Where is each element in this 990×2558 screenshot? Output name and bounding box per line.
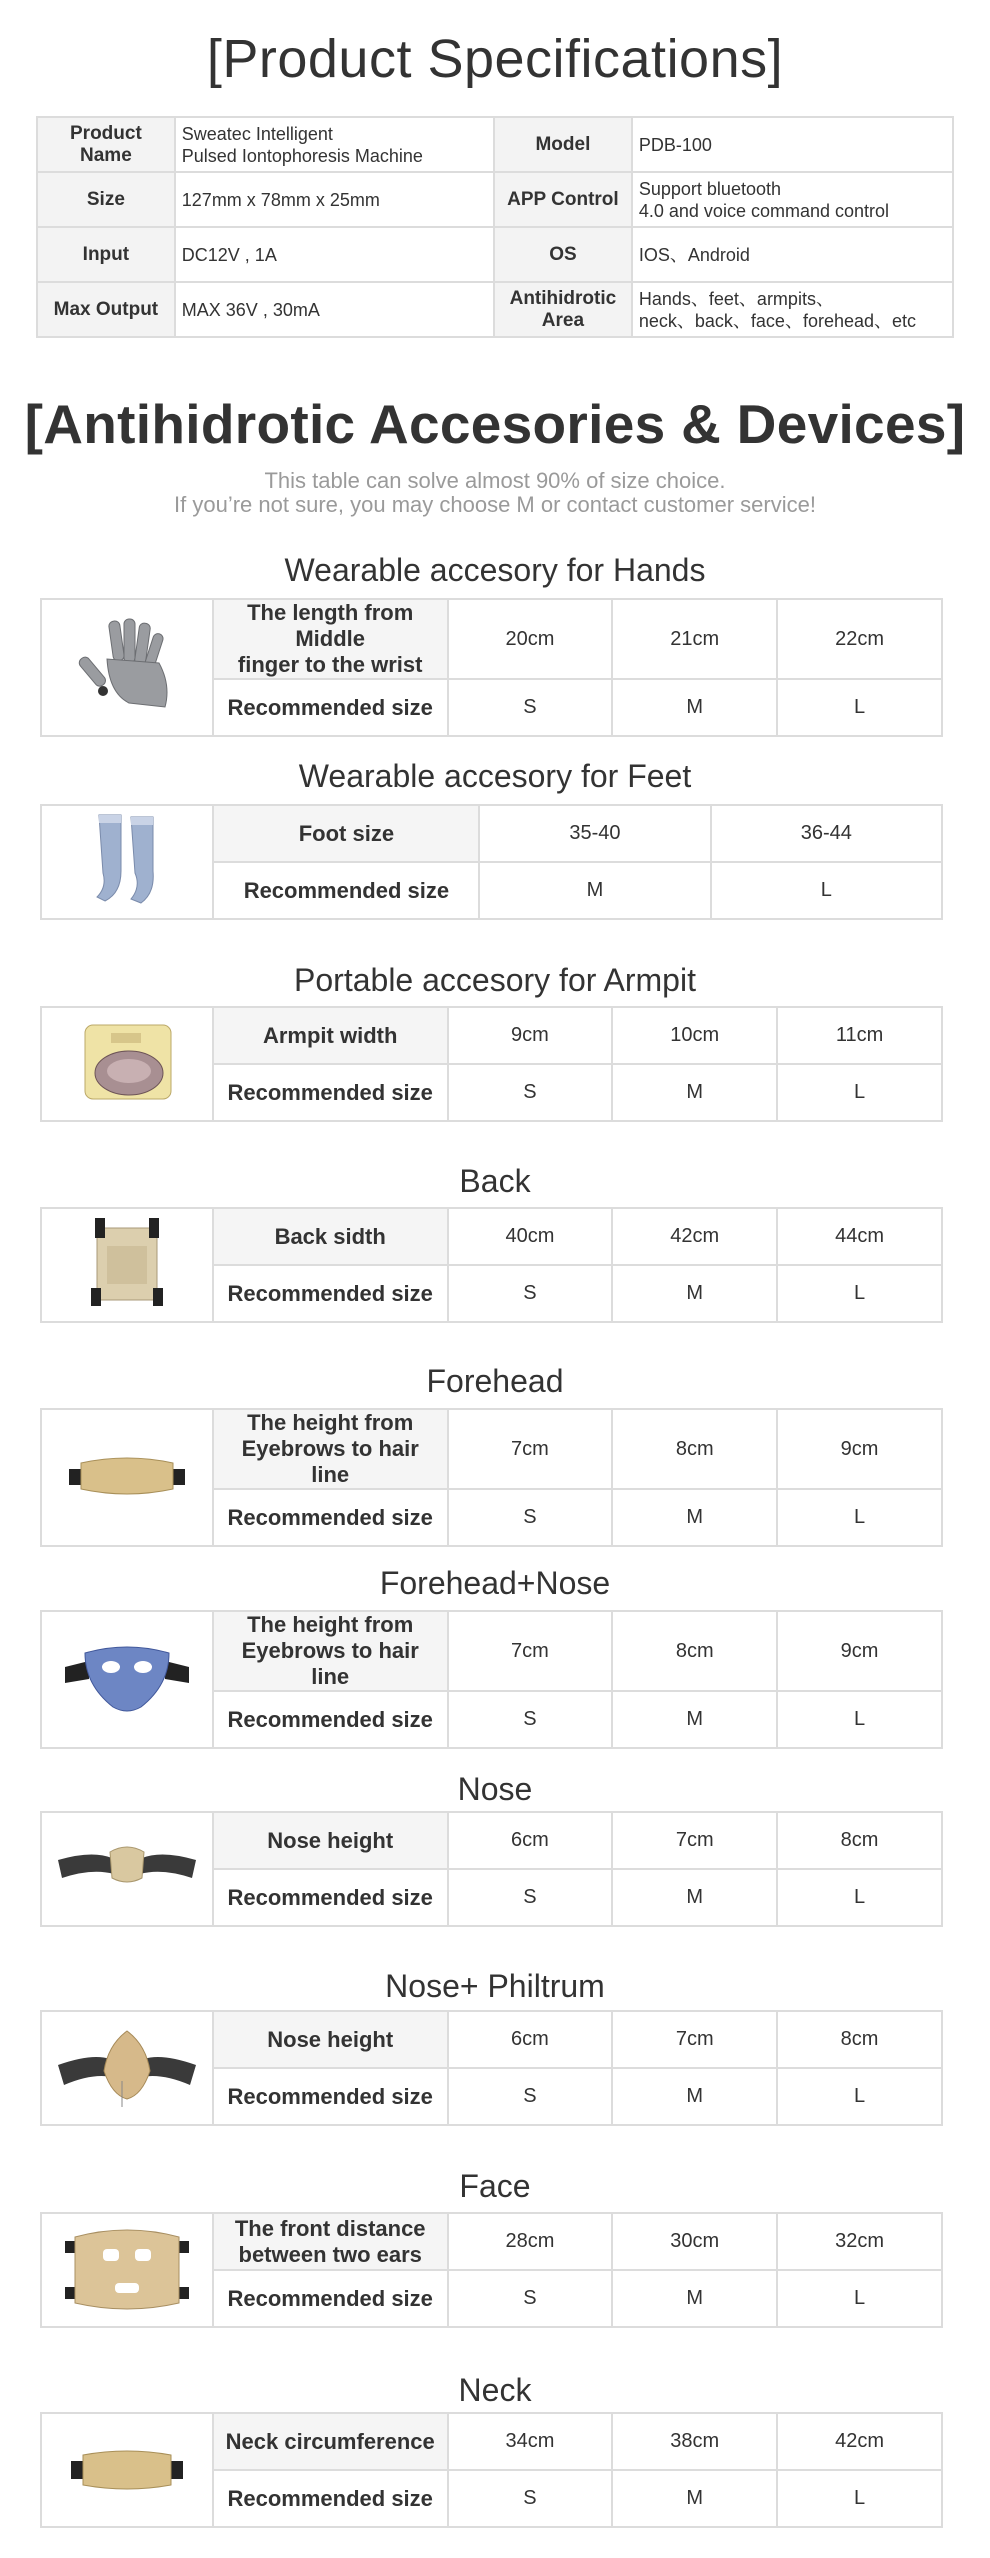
measure-value: 7cm (448, 1409, 613, 1489)
spec-label: Model (494, 117, 632, 172)
recommended-size-value: S (448, 679, 613, 736)
section-title: Portable accesory for Armpit (294, 962, 696, 998)
product-image (41, 1208, 213, 1322)
spec-row (37, 172, 953, 227)
section-title: Neck (458, 2372, 532, 2408)
recommended-size-value: M (612, 2470, 777, 2527)
recommended-size-value: M (612, 2068, 777, 2125)
measure-value: 7cm (612, 2011, 777, 2068)
product-image (41, 1007, 213, 1121)
measure-label (213, 1812, 448, 1869)
measure-label (213, 1611, 448, 1691)
recommended-size-value: S (448, 1064, 613, 1121)
recommended-size-value: M (612, 679, 777, 736)
section-title: Wearable accesory for Feet (298, 758, 692, 794)
size-row-measure (41, 1409, 942, 1489)
measure-value: 8cm (777, 1812, 942, 1869)
socks-image (77, 809, 177, 915)
measure-value: 7cm (448, 1611, 613, 1691)
measure-label-line: Nose height (267, 2026, 394, 2052)
mask-image (57, 1627, 197, 1733)
measure-value: 10cm (612, 1007, 777, 1064)
spec-value (175, 227, 494, 282)
size-table (40, 804, 943, 920)
recommended-size-label: Recommended size (213, 1064, 448, 1121)
size-table (40, 1610, 943, 1749)
measure-label-line: The length from Middle (247, 600, 414, 651)
size-row-measure (41, 1208, 942, 1265)
spec-row (37, 117, 953, 172)
product-image (41, 1611, 213, 1748)
size-table (40, 598, 943, 737)
measure-value: 8cm (612, 1409, 777, 1489)
recommended-size-value: S (448, 2068, 613, 2125)
product-image (41, 1409, 213, 1546)
recommended-size-label: Recommended size (213, 679, 448, 736)
accessories-title: [Antihidrotic Accesories & Devices] (24, 393, 966, 455)
measure-value: 8cm (777, 2011, 942, 2068)
recommended-size-value: L (777, 2270, 942, 2327)
measure-label (213, 599, 448, 679)
recommended-size-label: Recommended size (213, 862, 479, 919)
spec-row (37, 282, 953, 337)
recommended-size-value: L (777, 1064, 942, 1121)
recommended-size-label: Recommended size (213, 1489, 448, 1546)
size-table (40, 1408, 943, 1547)
measure-label-line: Armpit width (262, 1022, 398, 1048)
size-row-measure (41, 1812, 942, 1869)
spec-label: APP Control (494, 172, 632, 227)
section-title: Nose (457, 1771, 533, 1807)
size-table (40, 1207, 943, 1323)
measure-label (213, 2413, 448, 2470)
spec-row (37, 227, 953, 282)
spec-value-line: 127mm x 78mm x 25mm (181, 189, 380, 210)
back-pad-image (67, 1212, 187, 1318)
measure-value: 30cm (612, 2213, 777, 2270)
section-title: Wearable accesory for Hands (284, 552, 706, 588)
measure-value: 6cm (448, 1812, 613, 1869)
size-table (40, 1006, 943, 1122)
section-title: Forehead (426, 1363, 564, 1399)
measure-value: 32cm (777, 2213, 942, 2270)
size-row-measure (41, 599, 942, 679)
spec-label-line: Area (541, 309, 585, 331)
spec-label: Max Output (37, 282, 175, 337)
size-table (40, 2212, 943, 2328)
section-title: Forehead+Nose (379, 1565, 611, 1601)
measure-value: 7cm (612, 1812, 777, 1869)
measure-value: 11cm (777, 1007, 942, 1064)
accessories-subtitle: This table can solve almost 90% of size choice. (264, 468, 726, 493)
spec-value (632, 172, 953, 227)
spec-value-line: DC12V , 1A (181, 244, 277, 265)
size-row-measure (41, 1611, 942, 1691)
size-row-measure (41, 2413, 942, 2470)
recommended-size-value: S (448, 2470, 613, 2527)
recommended-size-value: S (448, 1265, 613, 1322)
spec-value-line: 4.0 and voice command control (638, 200, 890, 221)
recommended-size-value: M (612, 1064, 777, 1121)
measure-value: 34cm (448, 2413, 613, 2470)
measure-value: 40cm (448, 1208, 613, 1265)
size-row-measure (41, 2213, 942, 2270)
recommended-size-label: Recommended size (213, 1691, 448, 1748)
nose-strap-image (52, 1816, 202, 1922)
measure-value: 9cm (777, 1611, 942, 1691)
spec-value (175, 117, 494, 172)
product-image (41, 2413, 213, 2527)
spec-value (632, 282, 953, 337)
recommended-size-value: M (612, 1265, 777, 1322)
measure-value: 42cm (612, 1208, 777, 1265)
spec-value (632, 117, 953, 172)
measure-label-line: Nose height (267, 1827, 394, 1853)
recommended-size-value: S (448, 1869, 613, 1926)
size-row-measure (41, 2011, 942, 2068)
measure-label-line: The front distance (234, 2215, 426, 2241)
recommended-size-value: S (448, 1691, 613, 1748)
spec-value-line: Sweatec Intelligent (181, 123, 333, 144)
spec-label (494, 282, 632, 337)
measure-value: 22cm (777, 599, 942, 679)
measure-value: 9cm (448, 1007, 613, 1064)
recommended-size-value: L (777, 1265, 942, 1322)
spec-value-line: IOS、Android (638, 244, 750, 265)
spec-label: Input (37, 227, 175, 282)
recommended-size-value: M (612, 1691, 777, 1748)
recommended-size-value: L (777, 1489, 942, 1546)
measure-label-line: finger to the wrist (237, 652, 423, 677)
recommended-size-value: M (612, 1869, 777, 1926)
section-title: Nose+ Philtrum (385, 1968, 605, 2004)
measure-label (213, 1007, 448, 1064)
size-table (40, 2010, 943, 2126)
recommended-size-value: S (448, 2270, 613, 2327)
recommended-size-value: L (777, 2068, 942, 2125)
recommended-size-value: L (777, 2470, 942, 2527)
measure-value: 6cm (448, 2011, 613, 2068)
recommended-size-value: L (777, 1869, 942, 1926)
recommended-size-value: L (777, 679, 942, 736)
spec-value (175, 282, 494, 337)
measure-label-line: The height from (247, 1612, 414, 1637)
recommended-size-value: L (711, 862, 942, 919)
measure-label-line: Foot size (298, 820, 395, 846)
product-image (41, 599, 213, 736)
spec-value-line: Pulsed Iontophoresis Machine (181, 145, 423, 166)
measure-label-line: Eyebrows to hair line (241, 1638, 419, 1689)
measure-value: 44cm (777, 1208, 942, 1265)
measure-value: 9cm (777, 1409, 942, 1489)
recommended-size-value: M (479, 862, 710, 919)
size-row-measure (41, 805, 942, 862)
spec-value-line: PDB-100 (638, 134, 712, 155)
measure-value: 36-44 (711, 805, 942, 862)
measure-label-line: Back sidth (274, 1223, 386, 1249)
measure-label-line: between two ears (238, 2241, 422, 2267)
measure-label (213, 1409, 448, 1489)
recommended-size-value: M (612, 1489, 777, 1546)
recommended-size-label: Recommended size (213, 2068, 448, 2125)
measure-value: 20cm (448, 599, 613, 679)
section-title: Back (459, 1163, 531, 1199)
size-table (40, 2412, 943, 2528)
measure-value: 42cm (777, 2413, 942, 2470)
spec-value-line: MAX 36V , 30mA (181, 299, 320, 320)
measure-label-line: Eyebrows to hair line (241, 1436, 419, 1487)
face-mask-image (57, 2217, 197, 2323)
measure-label (213, 2213, 448, 2270)
nose-philtrum-image (52, 2015, 202, 2121)
accessories-subtitle: If you’re not sure, you may choose M or contact customer service! (174, 492, 816, 517)
measure-value: 8cm (612, 1611, 777, 1691)
recommended-size-value: L (777, 1691, 942, 1748)
recommended-size-value: M (612, 2270, 777, 2327)
size-table (40, 1811, 943, 1927)
recommended-size-label: Recommended size (213, 1265, 448, 1322)
recommended-size-label: Recommended size (213, 1869, 448, 1926)
product-image (41, 1812, 213, 1926)
product-image (41, 2011, 213, 2125)
spec-label: Product Name (37, 117, 175, 172)
glove-image (67, 615, 187, 721)
measure-value: 38cm (612, 2413, 777, 2470)
measure-value: 28cm (448, 2213, 613, 2270)
product-image (41, 2213, 213, 2327)
spec-value (632, 227, 953, 282)
spec-label: OS (494, 227, 632, 282)
measure-label (213, 805, 479, 862)
spec-value (175, 172, 494, 227)
measure-label-line: The height from (247, 1410, 414, 1435)
spec-label: Size (37, 172, 175, 227)
recommended-size-value: S (448, 1489, 613, 1546)
measure-label (213, 1208, 448, 1265)
spec-value-line: neck、back、face、forehead、etc (638, 310, 917, 331)
measure-label-line: Neck circumference (225, 2428, 435, 2454)
spec-title: [Product Specifications] (206, 29, 784, 89)
forehead-band-image (57, 1425, 197, 1531)
spec-value-line: Support bluetooth (638, 178, 781, 199)
measure-value: 35-40 (479, 805, 710, 862)
measure-label (213, 2011, 448, 2068)
recommended-size-label: Recommended size (213, 2470, 448, 2527)
spec-value-line: Hands、feet、armpits、 (638, 288, 834, 309)
spec-label-line: Antihidrotic (509, 287, 617, 309)
size-row-measure (41, 1007, 942, 1064)
measure-value: 21cm (612, 599, 777, 679)
neck-band-image (57, 2417, 197, 2523)
spec-table (36, 116, 954, 338)
recommended-size-label: Recommended size (213, 2270, 448, 2327)
product-image (41, 805, 213, 919)
section-title: Face (459, 2168, 531, 2204)
armpit-pad-image (67, 1011, 187, 1117)
